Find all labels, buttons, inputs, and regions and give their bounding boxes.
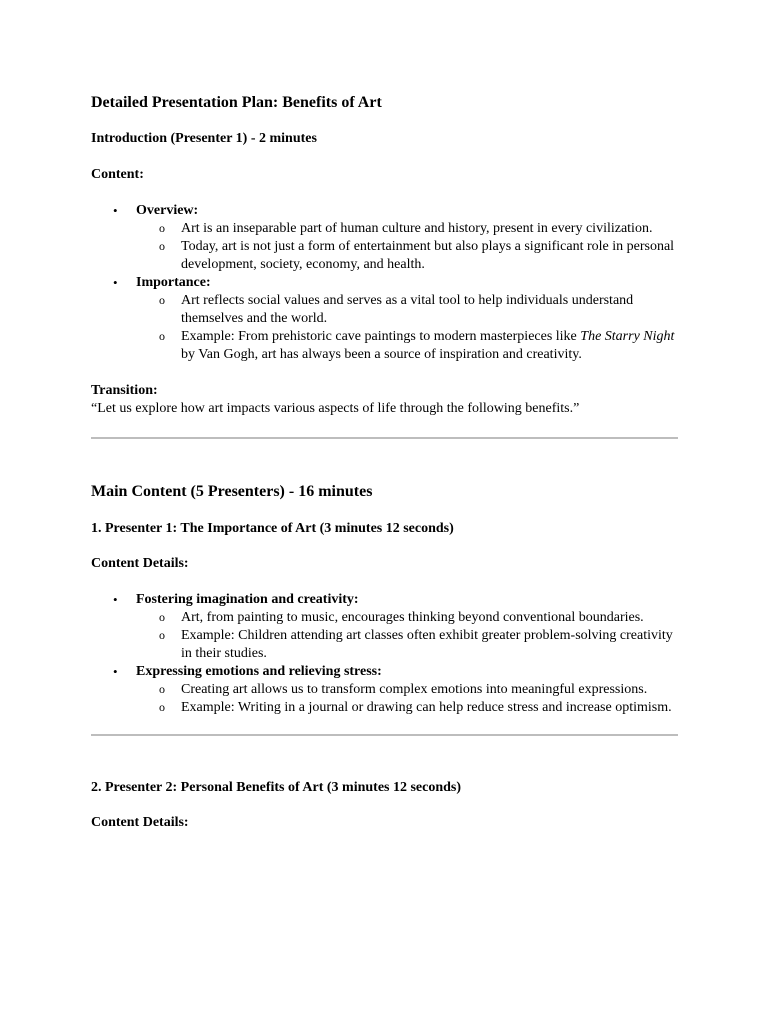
intro-heading: Introduction (Presenter 1) - 2 minutes — [91, 131, 317, 146]
artwork-title: The Starry Night — [580, 329, 675, 344]
sub-list-item — [136, 220, 678, 238]
sub-list — [136, 681, 678, 717]
list-item-importance — [91, 274, 678, 364]
list-item-imagination — [91, 591, 678, 663]
presenter-1-list — [91, 591, 678, 717]
sub-list-item — [136, 681, 678, 699]
presenter-2-heading: 2. Presenter 2: Personal Benefits of Art (3 minutes 12 seconds) — [91, 780, 462, 795]
sub-list-text: Example: Writing in a journal or drawing can help reduce stress and increase optimism. — [181, 700, 672, 715]
circle-bullet-icon: o — [159, 239, 165, 253]
presenter-1-heading: 1. Presenter 1: The Importance of Art (3 minutes 12 seconds) — [91, 521, 454, 536]
sub-list-item — [136, 699, 678, 717]
sub-list — [136, 292, 678, 364]
sub-list-item — [136, 627, 678, 663]
sub-list-text: Creating art allows us to transform complex emotions into meaningful expressions. — [181, 682, 648, 697]
list-item-overview — [91, 202, 678, 274]
circle-bullet-icon: o — [159, 700, 165, 714]
circle-bullet-icon: o — [159, 682, 165, 696]
example-text-suffix: by Van Gogh, art has always been a source of inspiration and creativity. — [181, 347, 582, 362]
sub-list-item — [136, 238, 678, 274]
presenter-1-details-label: Content Details: — [91, 556, 189, 571]
intro-content-label: Content: — [91, 167, 144, 182]
sub-list — [136, 220, 678, 274]
list-item-label: Fostering imagination and creativity: — [136, 592, 359, 607]
sub-list-text: Art reflects social values and serves as a vital tool to help individuals understand themselves and the world. — [181, 293, 634, 326]
transition-label: Transition: — [91, 383, 158, 398]
bullet-icon: • — [113, 664, 118, 679]
sub-list-text: Today, art is not just a form of entertainment but also plays a significant role in personal development, society, economy, and health. — [181, 239, 675, 272]
bullet-icon: • — [113, 592, 118, 607]
list-item-label: Expressing emotions and relieving stress: — [136, 664, 382, 679]
main-content-heading: Main Content (5 Presenters) - 16 minutes — [91, 483, 373, 500]
sub-list-text: Example: Children attending art classes often exhibit greater problem-solving creativity in their studies. — [181, 628, 673, 661]
document-body — [91, 93, 678, 832]
example-text-prefix: Example: From prehistoric cave paintings to modern masterpieces like — [181, 329, 581, 344]
circle-bullet-icon: o — [159, 293, 165, 307]
bullet-icon: • — [113, 275, 118, 290]
circle-bullet-icon: o — [159, 610, 165, 624]
intro-list — [91, 202, 678, 364]
sub-list — [136, 609, 678, 663]
list-item-label: Importance: — [136, 275, 211, 290]
sub-list-text: Art is an inseparable part of human culture and history, present in every civilization. — [181, 221, 653, 236]
list-item-label: Overview: — [136, 203, 199, 218]
document-title: Detailed Presentation Plan: Benefits of Art — [91, 94, 382, 111]
sub-list-text: Art, from painting to music, encourages thinking beyond conventional boundaries. — [181, 610, 644, 625]
circle-bullet-icon: o — [159, 628, 165, 642]
sub-list-item — [136, 292, 678, 328]
sub-list-item — [136, 609, 678, 627]
transition-text: “Let us explore how art impacts various aspects of life through the following benefits.” — [91, 401, 580, 416]
presenter-2-details-label: Content Details: — [91, 815, 189, 830]
circle-bullet-icon: o — [159, 329, 165, 343]
list-item-emotions — [91, 663, 678, 717]
sub-list-item-example — [136, 328, 678, 364]
circle-bullet-icon: o — [159, 221, 165, 235]
bullet-icon: • — [113, 203, 118, 218]
